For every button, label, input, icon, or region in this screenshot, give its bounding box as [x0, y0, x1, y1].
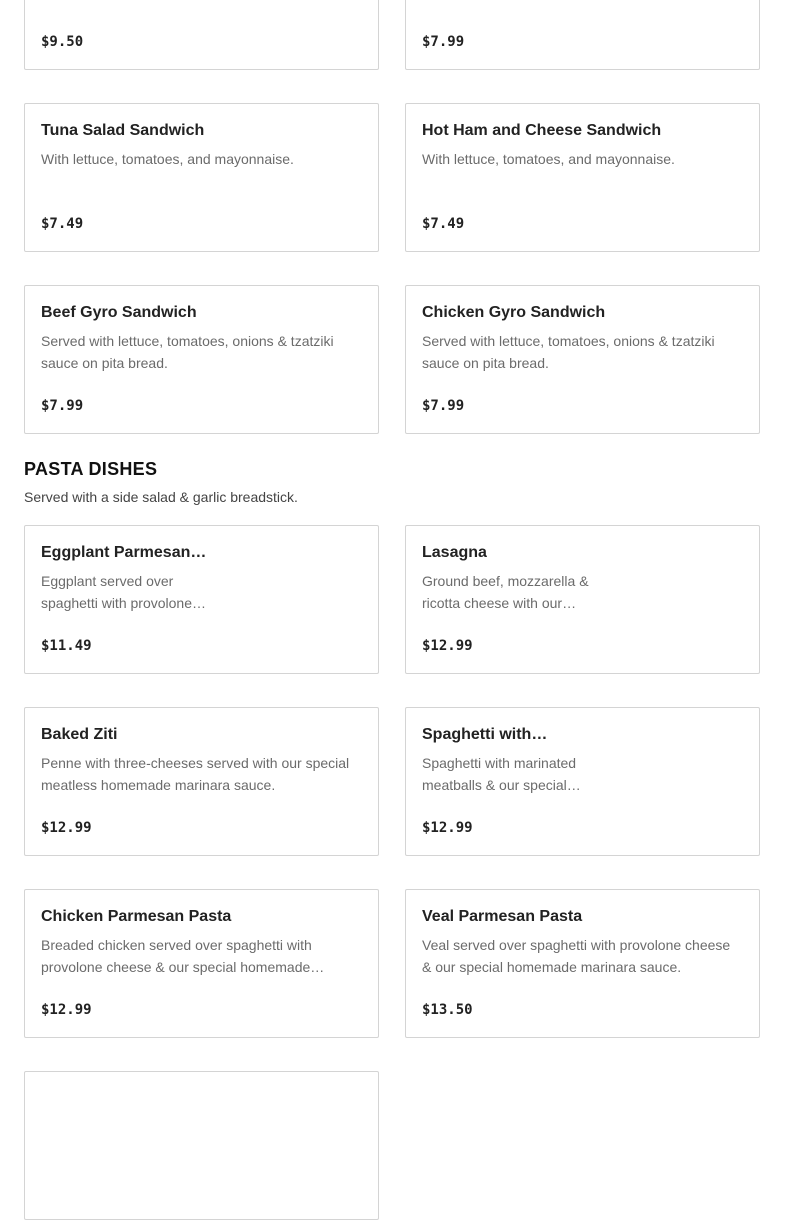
menu-item-card[interactable] [24, 889, 379, 1038]
menu-item-name: Spaghetti with… [422, 726, 548, 743]
menu-item-card[interactable] [405, 285, 760, 434]
menu-item-name: Hot Ham and Cheese Sandwich [422, 122, 662, 139]
menu-item-name: Eggplant Parmesan… [41, 544, 207, 561]
menu-item-price: $12.99 [422, 638, 473, 654]
menu-item-price: $7.99 [422, 34, 465, 50]
menu-item-price: $9.50 [41, 34, 84, 50]
menu-item-name: Baked Ziti [41, 726, 118, 743]
menu-item-description: Penne with three-cheeses served with our special meatless homemade marinara sauce. [41, 755, 350, 793]
menu-item-card[interactable] [24, 285, 379, 434]
menu-item-name: Veal Parmesan Pasta [422, 908, 583, 925]
menu-item-description: Eggplant served over spaghetti with provolone… [41, 573, 206, 611]
menu-item-card[interactable] [24, 525, 379, 674]
menu-item-card[interactable] [405, 889, 760, 1038]
menu-item-price: $7.49 [422, 216, 465, 232]
section-title: PASTA DISHES [24, 459, 158, 479]
menu-item-price: $11.49 [41, 638, 92, 654]
menu-item-card[interactable] [24, 707, 379, 856]
menu-item-price: $13.50 [422, 1002, 473, 1018]
menu-item-name: Tuna Salad Sandwich [41, 122, 205, 139]
menu-item-price: $12.99 [422, 820, 473, 836]
menu-item-card[interactable] [24, 103, 379, 252]
menu-item-description [41, 0, 362, 4]
menu-item-name: Chicken Parmesan Pasta [41, 908, 232, 925]
menu-item-card[interactable] [405, 525, 760, 674]
menu-item-name: Beef Gyro Sandwich [41, 304, 197, 321]
menu-item-description: Served with lettuce, tomatoes, onions & tzatziki sauce on pita bread. [422, 333, 715, 371]
menu-item-price: $7.99 [41, 398, 84, 414]
menu-item-card[interactable] [405, 103, 760, 252]
menu-item-card[interactable] [24, 0, 379, 70]
menu-item-description: Veal served over spaghetti with provolone cheese & our special homemade marinara sauce. [422, 937, 731, 975]
menu-item-name: Lasagna [422, 544, 487, 561]
section-subtitle: Served with a side salad & garlic breadstick. [24, 489, 298, 505]
menu-item-description: Breaded chicken served over spaghetti with provolone cheese & our special homemade… [41, 937, 325, 975]
menu-item-price: $12.99 [41, 820, 92, 836]
menu-item-price: $7.99 [422, 398, 465, 414]
menu-item-card[interactable] [405, 707, 760, 856]
menu-item-description: With lettuce, tomatoes, and mayonnaise. [41, 151, 294, 167]
menu-item-price: $7.49 [41, 216, 84, 232]
menu-item-card[interactable] [405, 0, 760, 70]
menu-item-card[interactable] [24, 1071, 379, 1220]
menu-item-description: With lettuce, tomatoes, and mayonnaise. [422, 151, 675, 167]
menu-item-price: $12.99 [41, 1002, 92, 1018]
menu-item-name: Chicken Gyro Sandwich [422, 304, 606, 321]
menu-item-description: Ground beef, mozzarella & ricotta cheese with our… [422, 573, 589, 611]
menu-item-description: Served with lettuce, tomatoes, onions & tzatziki sauce on pita bread. [41, 333, 334, 371]
menu-item-description: Spaghetti with marinated meatballs & our special… [422, 755, 581, 793]
